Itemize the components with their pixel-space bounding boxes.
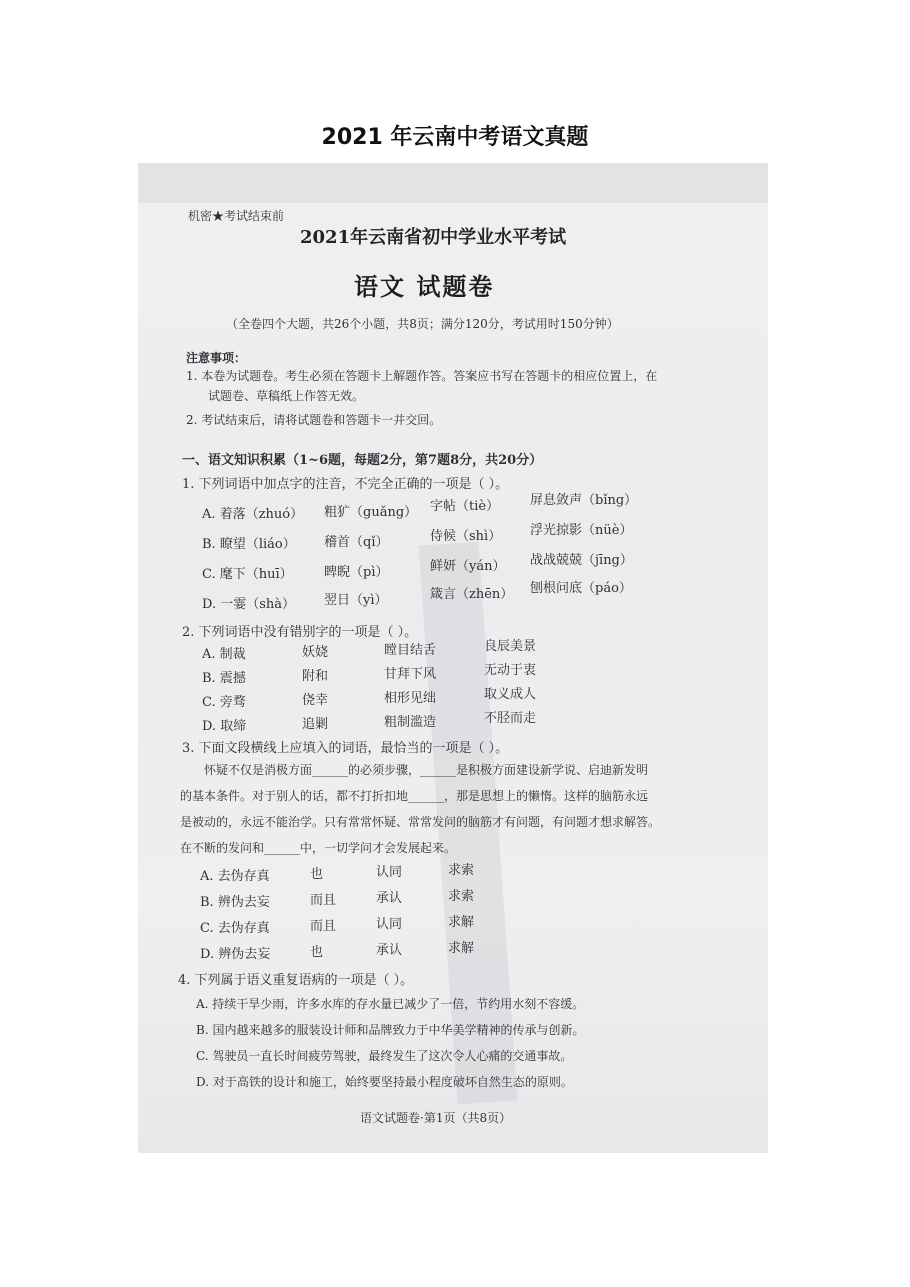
- q4-option-a: A. 持续干旱少雨，许多水库的存水量已减少了一倍，节约用水刻不容缓。: [196, 997, 585, 1011]
- notice-1: 1. 本卷为试题卷。考生必须在答题卡上解题作答。答案应书写在答题卡的相应位置上，在: [186, 369, 658, 383]
- q3-c-2: 而且: [310, 919, 337, 934]
- q3-c-4: 求解: [448, 915, 475, 930]
- paper-info: （全卷四个大题，共26个小题，共8页；满分120分，考试用时150分钟）: [226, 317, 619, 331]
- q1-stem: 1. 下列词语中加点字的注音，不完全正确的一项是（ ）。: [182, 477, 509, 492]
- q2-d-4: 不胫而走: [484, 711, 537, 726]
- q2-b-3: 甘拜下风: [384, 667, 437, 682]
- q2-a-4: 良辰美景: [484, 639, 537, 654]
- paper-shadow: [138, 163, 768, 203]
- q3-b-4: 求索: [448, 889, 475, 904]
- q1-d-4: 刨根问底（páo）: [530, 581, 632, 596]
- paper-subtitle: 语文 试题卷: [354, 272, 495, 301]
- q2-c-3: 相形见绌: [384, 691, 437, 706]
- q2-a-1: A. 制裁: [202, 647, 246, 662]
- q3-b-1: B. 辨伪去妄: [200, 895, 270, 910]
- q3-d-1: D. 辨伪去妄: [200, 947, 271, 962]
- q2-d-3: 粗制滥造: [384, 715, 437, 730]
- q1-d-3: 箴言（zhēn）: [430, 587, 514, 602]
- q1-a-2: 粗犷（guǎng）: [324, 505, 418, 520]
- q2-c-2: 侥幸: [302, 693, 329, 708]
- q1-a-3: 字帖（tiè）: [430, 499, 500, 514]
- q2-stem: 2. 下列词语中没有错别字的一项是（ ）。: [182, 625, 418, 640]
- q3-a-1: A. 去伪存真: [200, 869, 270, 884]
- q1-d-1: D. 一霎（shà）: [202, 597, 296, 612]
- exam-title: 2021年云南省初中学业水平考试: [300, 227, 567, 248]
- exam-paper-photo: [138, 163, 768, 1153]
- q1-a-1: A. 着落（zhuó）: [202, 507, 304, 522]
- q4-option-c: C. 驾驶员一直长时间疲劳驾驶，最终发生了这次令人心痛的交通事故。: [196, 1049, 573, 1063]
- q4-stem: 4. 下列属于语义重复语病的一项是（ ）。: [178, 973, 414, 988]
- q3-stem: 3. 下面文段横线上应填入的词语，最恰当的一项是（ ）。: [182, 741, 509, 756]
- q1-b-1: B. 瞭望（liáo）: [202, 537, 296, 552]
- q3-c-1: C. 去伪存真: [200, 921, 270, 936]
- q3-a-4: 求索: [448, 863, 475, 878]
- q1-b-3: 侍候（shì）: [430, 529, 502, 544]
- q2-a-2: 妖娆: [302, 645, 329, 660]
- q2-c-4: 取义成人: [484, 687, 537, 702]
- q3-passage-1: 怀疑不仅是消极方面______的必须步骤，______是积极方面建设新学说、启迪新发明: [204, 763, 649, 777]
- page-footer: 语文试题卷·第1页（共8页）: [360, 1111, 512, 1125]
- q3-d-3: 承认: [376, 943, 403, 958]
- q1-a-4: 屏息敛声（bǐng）: [530, 493, 638, 508]
- q2-b-1: B. 震撼: [202, 671, 246, 686]
- q3-passage-2: 的基本条件。对于别人的话，都不打折扣地______，那是思想上的懒惰。这样的脑筋永远: [180, 789, 649, 803]
- q3-a-3: 认同: [376, 865, 403, 880]
- q3-b-2: 而且: [310, 893, 337, 908]
- q3-a-2: 也: [310, 867, 324, 882]
- notice-heading: 注意事项：: [186, 351, 247, 365]
- notice-1b: 试题卷、草稿纸上作答无效。: [208, 389, 365, 403]
- secret-label: 机密★考试结束前: [188, 209, 285, 223]
- q1-b-4: 浮光掠影（nüè）: [530, 523, 633, 538]
- q4-option-b: B. 国内越来越多的服装设计师和品牌致力于中华美学精神的传承与创新。: [196, 1023, 585, 1037]
- q2-c-1: C. 旁骛: [202, 695, 246, 710]
- q1-c-4: 战战兢兢（jīng）: [530, 553, 633, 568]
- q1-b-2: 稽首（qǐ）: [324, 535, 389, 550]
- notice-2: 2. 考试结束后，请将试题卷和答题卡一并交回。: [186, 413, 442, 427]
- q1-d-2: 翌日（yì）: [324, 593, 388, 608]
- q3-b-3: 承认: [376, 891, 403, 906]
- q2-b-2: 附和: [302, 669, 329, 684]
- q4-option-d: D. 对于高铁的设计和施工，始终要坚持最小程度破坏自然生态的原则。: [196, 1075, 573, 1089]
- q3-passage-4: 在不断的发问和______中，一切学问才会发展起来。: [180, 841, 457, 855]
- q1-c-1: C. 麾下（huī）: [202, 567, 293, 582]
- q3-passage-3: 是被动的，永远不能治学。只有常常怀疑、常常发问的脑筋才有问题，有问题才想求解答。: [180, 815, 661, 829]
- q2-d-1: D. 取缔: [202, 719, 247, 734]
- q2-b-4: 无动于衷: [484, 663, 537, 678]
- document-title: 2021 年云南中考语文真题: [321, 125, 589, 150]
- q2-a-3: 瞠目结舌: [384, 643, 437, 658]
- section-1-heading: 一、语文知识积累（1~6题，每题2分，第7题8分，共20分）: [182, 453, 543, 468]
- q3-c-3: 认同: [376, 917, 403, 932]
- q1-c-3: 鲜妍（yán）: [430, 559, 506, 574]
- q2-d-2: 追剿: [302, 717, 329, 732]
- q1-c-2: 睥睨（pì）: [324, 565, 389, 580]
- q3-d-2: 也: [310, 945, 324, 960]
- q3-d-4: 求解: [448, 941, 475, 956]
